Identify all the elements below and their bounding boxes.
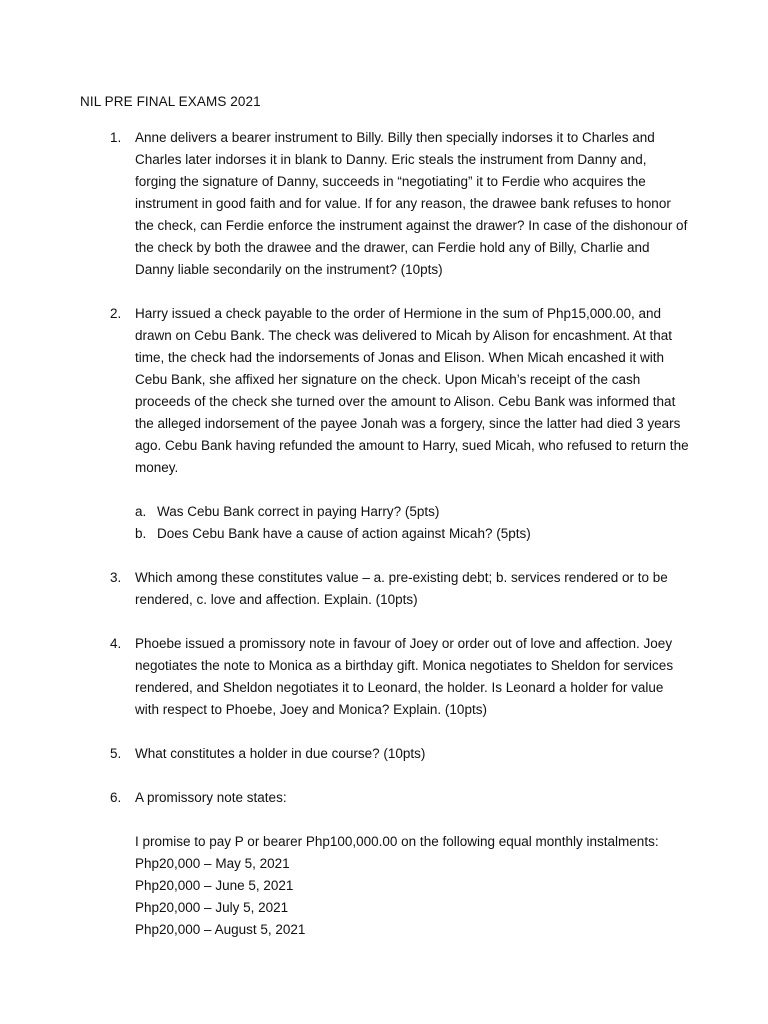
question-number: 2. — [110, 306, 122, 321]
question-list — [110, 127, 690, 963]
question-item — [110, 567, 690, 611]
question-text: Which among these constitutes value – a. pre-existing debt; b. services rendered or to be rendered, c. love and affection. Explain. (10pts) — [135, 570, 668, 607]
question-text: Anne delivers a bearer instrument to Billy. Billy then specially indorses it to Charles and Charles later indorses it in blank to Danny. Eric steals the instrument from Danny and, forging the signature of Danny, succeeds in “negotiating” it to Ferdie who acquires the instrument in good faith and for value. If for any reason, the drawee bank refuses to honor the check, can Ferdie enforce the instrument against the drawer? In case of the dishonour of the check by both the drawee and the drawer, can Ferdie hold any of Billy, Charlie and Danny liable secondarily on the instrument? (10pts) — [135, 130, 688, 277]
sub-question-text: Was Cebu Bank correct in paying Harry? (5pts) — [157, 504, 440, 519]
question-text: What constitutes a holder in due course? (10pts) — [135, 746, 426, 761]
question-text: Phoebe issued a promissory note in favour of Joey or order out of love and affection. Joey negotiates the note to Monica as a birthday gift. Monica negotiates to Sheldon for services rendered, and Sheldon negotiates it to Leonard, the holder. Is Leonard a holder for value with respect to Phoebe, Joey and Monica? Explain. (10pts) — [135, 636, 674, 717]
question-text: Harry issued a check payable to the order of Hermione in the sum of Php15,000.00, and drawn on Cebu Bank. The check was delivered to Micah by Alison for encashment. At that time, the check had the indorsements of Jonas and Elison. When Micah encashed it with Cebu Bank, she affixed her signature on the check. Upon Micah’s receipt of the cash proceeds of the check she turned over the amount to Alison. Cebu Bank was informed that the alleged indorsement of the payee Jonah was a forgery, since the latter had died 3 years ago. Cebu Bank having refunded the amount to Harry, sued Micah, who refused to return the money. — [135, 306, 689, 475]
sub-question-letter: a. — [135, 504, 147, 519]
question-item — [110, 127, 690, 281]
page-title: NIL PRE FINAL EXAMS 2021 — [80, 94, 261, 109]
question-item — [110, 303, 690, 545]
sub-question-list — [135, 501, 690, 545]
note-text: I promise to pay P or bearer Php100,000.00 on the following equal monthly instalments: — [135, 834, 659, 849]
question-number: 1. — [110, 130, 122, 145]
question-item — [110, 633, 690, 721]
question-number: 6. — [110, 790, 122, 805]
sub-question — [135, 523, 690, 545]
instalment-list — [135, 853, 690, 941]
question-number: 3. — [110, 570, 122, 585]
question-item — [110, 787, 690, 941]
sub-question-letter: b. — [135, 526, 147, 541]
instalment-line: Php20,000 – August 5, 2021 — [135, 922, 306, 937]
question-text: A promissory note states: — [135, 790, 287, 805]
sub-question-text: Does Cebu Bank have a cause of action against Micah? (5pts) — [157, 526, 531, 541]
instalment-line: Php20,000 – June 5, 2021 — [135, 878, 294, 893]
question-item — [110, 743, 690, 765]
question-number: 5. — [110, 746, 122, 761]
question-number: 4. — [110, 636, 122, 651]
instalment-line: Php20,000 – May 5, 2021 — [135, 856, 290, 871]
instalment-line: Php20,000 – July 5, 2021 — [135, 900, 289, 915]
sub-question — [135, 501, 690, 523]
